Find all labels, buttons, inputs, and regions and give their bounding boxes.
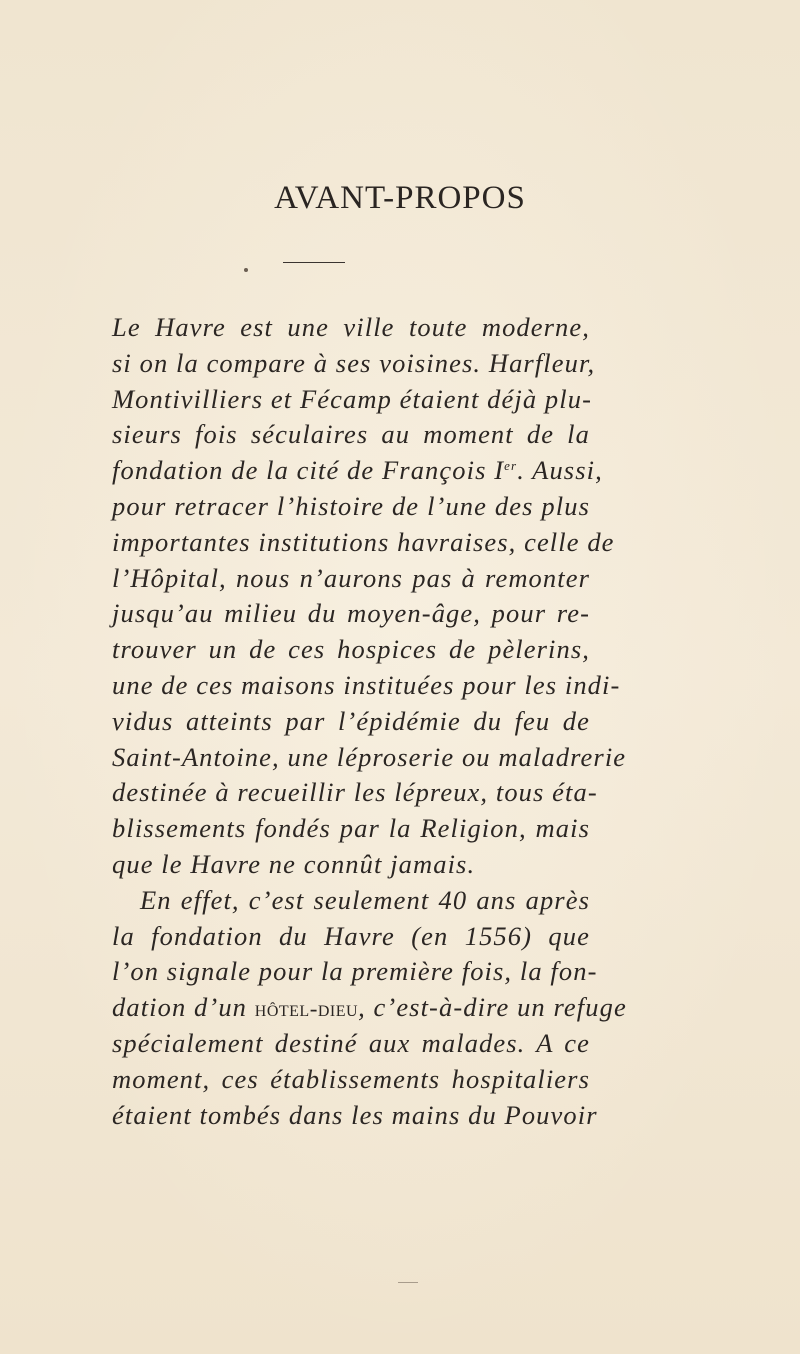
body-text xyxy=(112,310,627,1133)
text-fragment: , c’est-à-dire un refuge xyxy=(358,992,627,1023)
text-line: spécialement destiné aux malades. A ce xyxy=(112,1027,590,1058)
page-mark xyxy=(398,1282,418,1283)
text-line xyxy=(112,990,627,1026)
text-line: la fondation du Havre (en 1556) que xyxy=(112,920,590,951)
text-line: que le Havre ne connût jamais. xyxy=(112,848,476,879)
title-divider xyxy=(283,262,345,263)
text-line: destinée à recueillir les lépreux, tous éta- xyxy=(112,777,598,808)
text-line: étaient tombés dans les mains du Pouvoir xyxy=(112,1099,598,1130)
text-line: moment, ces établissements hospitaliers xyxy=(112,1063,590,1094)
text-fragment: . Aussi, xyxy=(517,455,603,486)
text-line: vidus atteints par l’épidémie du feu de xyxy=(112,705,590,736)
text-line xyxy=(112,453,603,489)
text-line: l’on signale pour la première fois, la fon- xyxy=(112,956,598,987)
text-line: importantes institutions havraises, celle de xyxy=(112,526,615,557)
text-line: sieurs fois séculaires au moment de la xyxy=(112,419,590,450)
text-line: En effet, c’est seulement 40 ans après xyxy=(140,884,590,915)
text-line: Le Havre est une ville toute moderne, xyxy=(112,312,590,342)
text-line: blissements fondés par la Religion, mais xyxy=(112,813,590,844)
text-line: une de ces maisons instituées pour les indi- xyxy=(112,669,621,700)
text-line: Montivilliers et Fécamp étaient déjà plu- xyxy=(112,383,593,414)
text-line: trouver un de ces hospices de pèlerins, xyxy=(112,634,590,665)
roman-numeral: I xyxy=(494,455,505,486)
text-fragment: fondation de la cité de François xyxy=(112,455,487,486)
text-line: si on la compare à ses voisines. Harfleur, xyxy=(112,347,596,378)
text-line: Saint-Antoine, une léproserie ou maladrerie xyxy=(112,741,627,772)
small-caps-term: hôtel-dieu xyxy=(254,996,359,1022)
text-fragment: dation d’un xyxy=(112,992,248,1023)
text-line: pour retracer l’histoire de l’une des plus xyxy=(112,490,590,521)
text-line: l’Hôpital, nous n’aurons pas à remonter xyxy=(112,562,590,593)
superscript: er xyxy=(504,458,518,474)
page-title: AVANT-PROPOS xyxy=(274,180,526,216)
text-line: jusqu’au milieu du moyen-âge, pour re- xyxy=(112,598,590,629)
ink-speck xyxy=(244,268,248,272)
